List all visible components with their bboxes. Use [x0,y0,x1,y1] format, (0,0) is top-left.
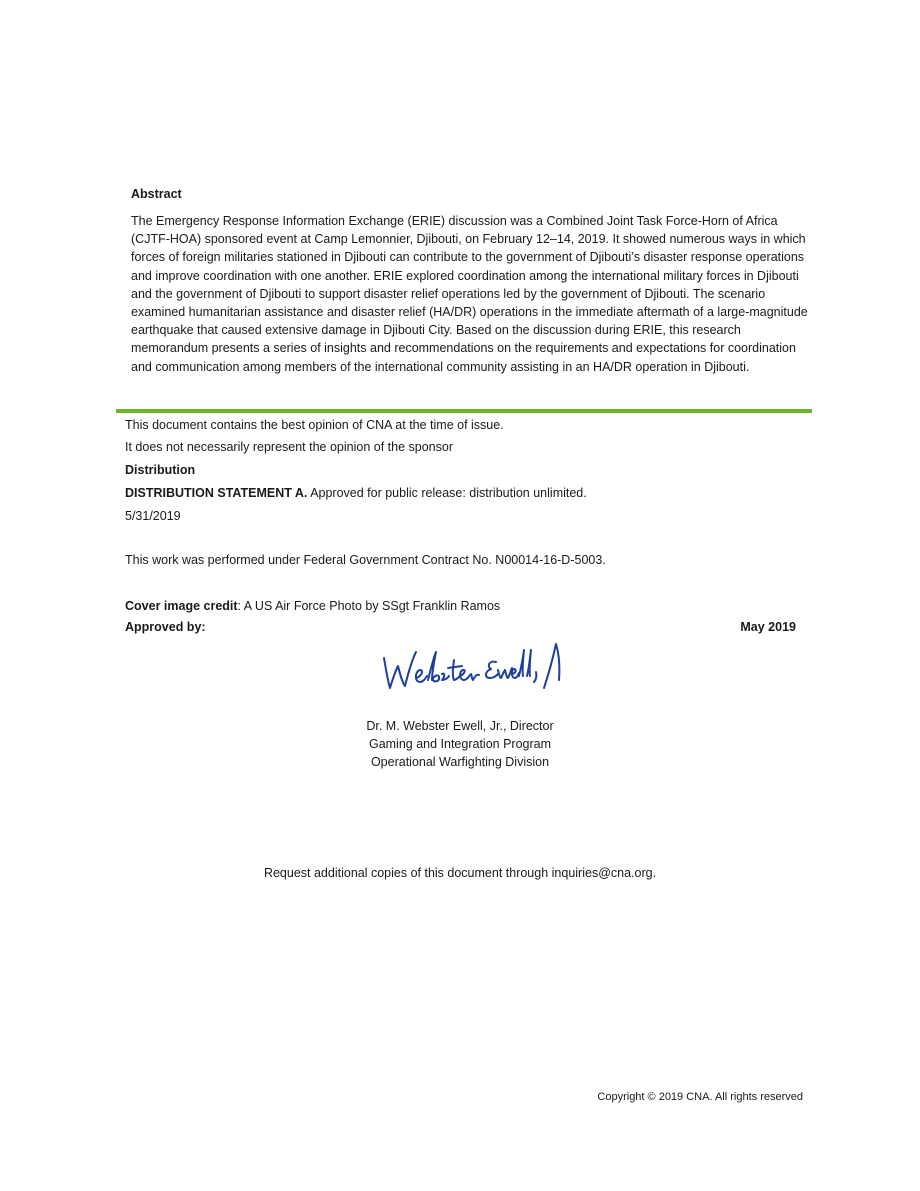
opinion-line-2: It does not necessarily represent the opinion of the sponsor [125,440,453,454]
cover-credit-text: : A US Air Force Photo by SSgt Franklin Ramos [237,599,501,613]
distribution-heading: Distribution [125,463,196,477]
approval-date: May 2019 [740,620,796,634]
request-copies-line: Request additional copies of this document through inquiries@cna.org. [263,866,657,880]
approved-by-label: Approved by: [125,620,206,634]
signature-image [378,636,568,698]
cover-credit-label: Cover image credit [125,599,238,613]
cover-credit [125,597,500,615]
distribution-statement-label: DISTRIBUTION STATEMENT A. [125,486,308,500]
copyright-notice: Copyright © 2019 CNA. All rights reserved [597,1091,803,1103]
distribution-date: 5/31/2019 [125,509,181,523]
opinion-line-1: This document contains the best opinion of CNA at the time of issue. [125,418,504,432]
director-program: Gaming and Integration Program [368,737,552,751]
director-block [300,717,620,771]
director-name: Dr. M. Webster Ewell, Jr., Director [366,719,554,733]
contract-line: This work was performed under Federal Government Contract No. N00014-16-D-5003. [125,553,606,567]
abstract-heading: Abstract [131,187,182,201]
section-divider [116,409,812,413]
distribution-statement [125,484,587,502]
abstract-body: The Emergency Response Information Exchange (ERIE) discussion was a Combined Joint Task Force-Horn of Africa (CJTF-HOA) sponsored event at Camp Lemonnier, Djibouti, on February 12–14, 2019. It showed numerous ways in which forces of foreign militaries stationed in Djibouti can contribute to the government of Djibouti’s disaster response operations and improve coordination with one another. ERIE explored coordination among the international military forces in Djibouti and the government of Djibouti to support disaster relief operations led by the government of Djibouti. The scenario examined humanitarian assistance and disaster relief (HA/DR) operations in the immediate aftermath of a large-magnitude earthquake that caused extensive damage in Djibouti City. Based on the discussion during ERIE, this research memorandum presents a series of insights and recommendations on the requirements and expectations for coordination and communication among members of the international community assisting in an HA/DR operation in Djibouti. [131,214,808,374]
distribution-statement-text: Approved for public release: distribution unlimited. [307,486,587,500]
director-division: Operational Warfighting Division [370,755,550,769]
